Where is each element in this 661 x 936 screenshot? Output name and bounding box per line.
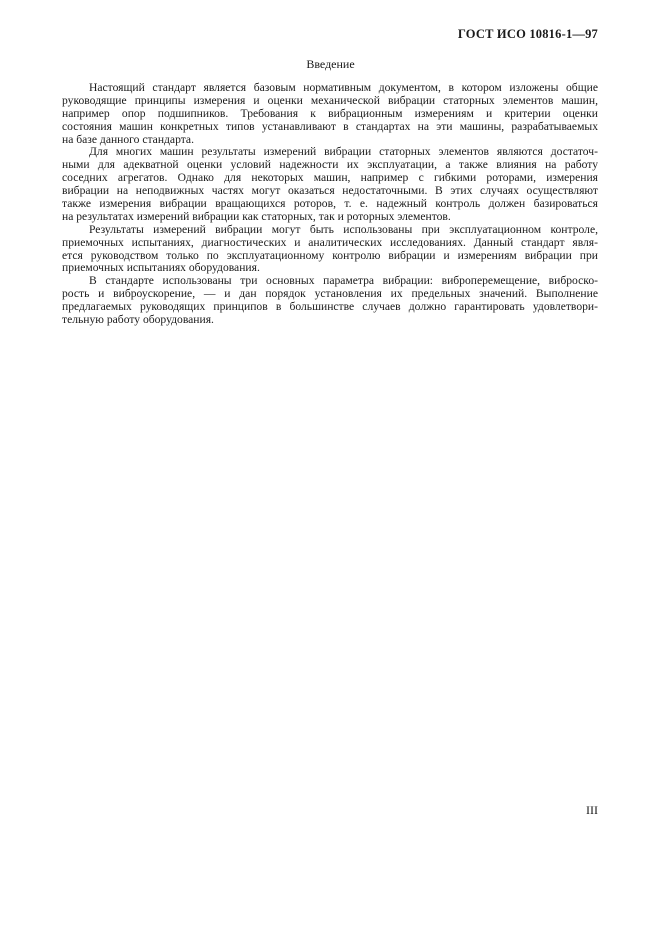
paragraph-line: руководящие принципы измерения и оценки механической вибрации статорных элементов машин, [62,94,598,107]
paragraph-line: Настоящий стандарт является базовым нормативным документом, в котором изложены общие [89,82,598,94]
paragraph-line: приемочных испытаниях, диагностических и аналитических исследованиях. Данный стандарт явля- [62,236,598,249]
paragraph-line: например опор подшипников. Требования к вибрационным измерениям и критерии оценки [62,107,598,120]
paragraph-line: Для многих машин результаты измерений вибрации статорных элементов являются достаточ- [89,146,598,159]
paragraph-line: на результатах измерений вибрации как статорных, так и роторных элементов. [62,210,451,223]
paragraph-line: тельную работу оборудования. [62,314,214,327]
paragraph-1 [62,82,598,146]
section-title: Введение [306,57,355,71]
paragraph-line: на базе данного стандарта. [62,133,194,146]
paragraph-line: также измерения вибрации вращающихся роторов, т. е. надежный контроль должен базироваться [62,198,598,211]
paragraph-line: состояния машин конкретных типов устанавливают в стандартах на эти машины, разрабатываемых [62,120,598,133]
body-text [62,82,598,327]
paragraph-3 [62,224,598,276]
paragraph-line: В стандарте использованы три основных параметра вибрации: виброперемещение, виброско- [89,275,598,288]
paragraph-2 [62,146,598,223]
paragraph-4 [62,275,598,327]
paragraph-line: рость и виброускорение, — и дан порядок установления их предельных значений. Выполнение [62,288,598,301]
paragraph-line: ется руководством только по эксплуатационному контролю вибрации и измерениям вибрации при [62,249,598,262]
paragraph-line: вибрации на неподвижных частях могут оказаться недостаточными. В этих случаях осуществляют [62,185,598,198]
paragraph-line: Результаты измерений вибрации могут быть использованы при эксплуатационном контроле, [89,223,598,236]
document-code: ГОСТ ИСО 10816-1—97 [457,27,598,41]
paragraph-line: приемочных испытаниях оборудования. [62,262,260,275]
paragraph-line: предлагаемых руководящих принципов в большинстве случаев должно гарантировать удовлетвори- [62,301,598,314]
page-number: III [586,803,598,817]
paragraph-line: ными для адекватной оценки условий надежности их эксплуатации, а также влияния на работу [62,159,598,172]
paragraph-line: соседних агрегатов. Однако для некоторых машин, например с гибкими роторами, измерения [62,172,598,185]
